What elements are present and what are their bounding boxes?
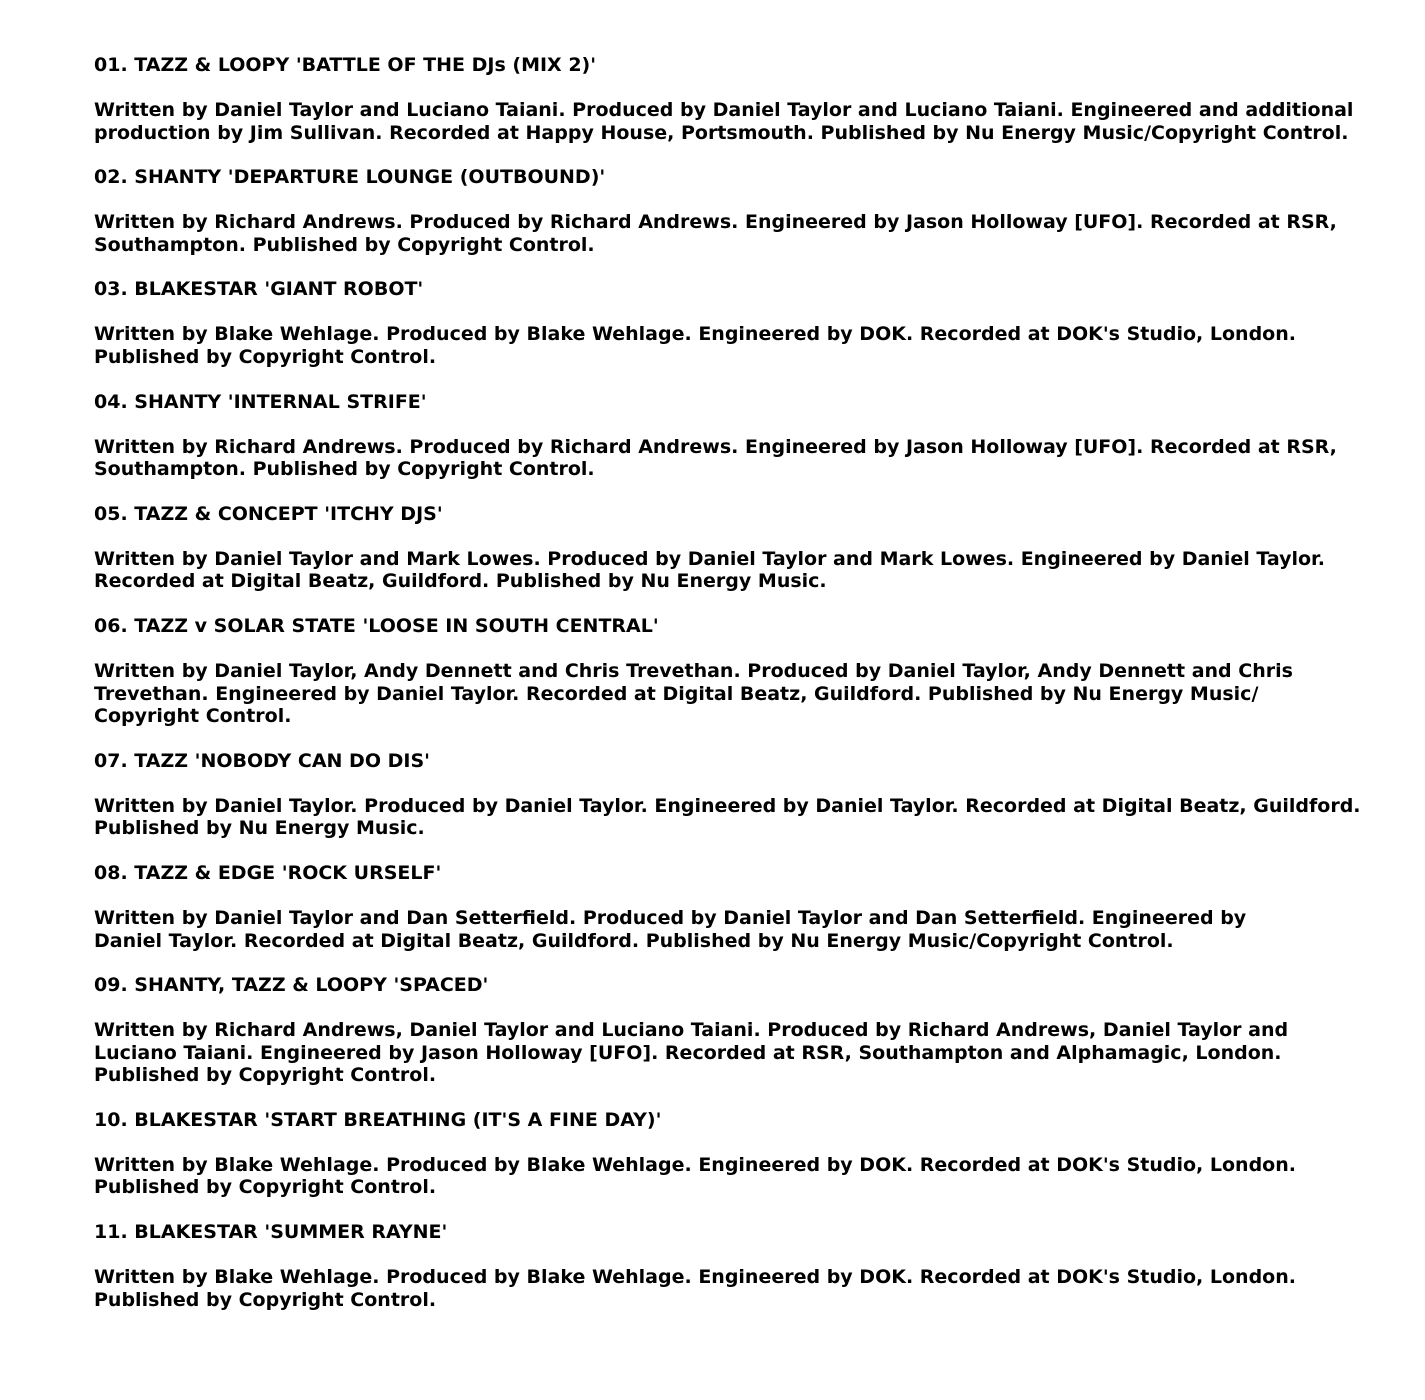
credit-line: Written by Daniel Taylor and Mark Lowes. Produced by Daniel Taylor and Mark Lowes. Engineered by Daniel Taylor. xyxy=(94,547,1325,570)
track-credit xyxy=(94,1154,1384,1199)
credit-line: Southampton. Published by Copyright Control. xyxy=(94,233,595,256)
track-title: 01. TAZZ & LOOPY 'BATTLE OF THE DJs (MIX 2)' xyxy=(94,54,597,76)
credit-line: Written by Richard Andrews. Produced by Richard Andrews. Engineered by Jason Holloway [UFO]. Recorded at RSR, xyxy=(94,435,1337,458)
track-title: 06. TAZZ v SOLAR STATE 'LOOSE IN SOUTH CENTRAL' xyxy=(94,614,659,637)
credit-line: Published by Copyright Control. xyxy=(94,345,437,368)
credit-line: Written by Blake Wehlage. Produced by Blake Wehlage. Engineered by DOK. Recorded at DOK's Studio, London. xyxy=(94,323,1296,346)
track-credit xyxy=(94,323,1384,368)
credit-line: Written by Daniel Taylor. Produced by Daniel Taylor. Engineered by Daniel Taylor. Recorded at Digital Beatz, Guildford. xyxy=(94,794,1361,817)
credit-line: Recorded at Digital Beatz, Guildford. Published by Nu Energy Music. xyxy=(94,570,827,593)
track-entry xyxy=(94,862,1384,952)
credit-line: Written by Daniel Taylor and Dan Setterfield. Produced by Daniel Taylor and Dan Setterfield. Engineered by xyxy=(94,906,1247,929)
track-credit xyxy=(94,211,1384,256)
track-title: 07. TAZZ 'NOBODY CAN DO DIS' xyxy=(94,749,430,772)
track-title: 09. SHANTY, TAZZ & LOOPY 'SPACED' xyxy=(94,974,489,997)
track-title: 04. SHANTY 'INTERNAL STRIFE' xyxy=(94,390,427,413)
track-credit xyxy=(94,1266,1384,1311)
credit-line: Written by Daniel Taylor, Andy Dennett and Chris Trevethan. Produced by Daniel Taylor, Andy Dennett and Chris xyxy=(94,659,1293,682)
track-credit xyxy=(94,548,1384,593)
track-credits-list xyxy=(94,54,1384,1333)
track-entry xyxy=(94,54,1384,144)
credit-line: Written by Richard Andrews. Produced by Richard Andrews. Engineered by Jason Holloway [UFO]. Recorded at RSR, xyxy=(94,211,1337,234)
track-title: 05. TAZZ & CONCEPT 'ITCHY DJS' xyxy=(94,502,443,525)
track-entry xyxy=(94,391,1384,481)
credit-line: Published by Copyright Control. xyxy=(94,1064,437,1087)
track-entry xyxy=(94,166,1384,256)
track-entry xyxy=(94,974,1384,1087)
credit-line: Written by Daniel Taylor and Luciano Taiani. Produced by Daniel Taylor and Luciano Taiani. Engineered and additional xyxy=(94,99,1354,121)
credit-line: Trevethan. Engineered by Daniel Taylor. Recorded at Digital Beatz, Guildford. Published by Nu Energy Music/ xyxy=(94,682,1259,705)
credit-line: Written by Blake Wehlage. Produced by Blake Wehlage. Engineered by DOK. Recorded at DOK's Studio, London. xyxy=(94,1266,1296,1289)
track-credit xyxy=(94,795,1384,840)
credit-line: Published by Nu Energy Music. xyxy=(94,817,425,840)
track-credit xyxy=(94,436,1384,481)
track-credit xyxy=(94,660,1384,728)
track-credit xyxy=(94,99,1384,144)
credit-line: Written by Richard Andrews, Daniel Taylor and Luciano Taiani. Produced by Richard Andrews, Daniel Taylor and xyxy=(94,1019,1289,1042)
track-entry xyxy=(94,278,1384,368)
credit-line: Daniel Taylor. Recorded at Digital Beatz, Guildford. Published by Nu Energy Music/Copyright Control. xyxy=(94,929,1174,952)
track-entry xyxy=(94,1109,1384,1199)
track-title: 11. BLAKESTAR 'SUMMER RAYNE' xyxy=(94,1221,448,1244)
track-title: 02. SHANTY 'DEPARTURE LOUNGE (OUTBOUND)' xyxy=(94,166,606,189)
track-entry xyxy=(94,503,1384,593)
track-title: 10. BLAKESTAR 'START BREATHING (IT'S A FINE DAY)' xyxy=(94,1108,662,1131)
credit-line: Written by Blake Wehlage. Produced by Blake Wehlage. Engineered by DOK. Recorded at DOK's Studio, London. xyxy=(94,1153,1296,1176)
credit-line: Southampton. Published by Copyright Control. xyxy=(94,458,595,481)
track-title: 03. BLAKESTAR 'GIANT ROBOT' xyxy=(94,278,424,301)
track-credit xyxy=(94,907,1384,952)
track-credit xyxy=(94,1019,1384,1087)
track-entry xyxy=(94,750,1384,840)
credit-line: Luciano Taiani. Engineered by Jason Holloway [UFO]. Recorded at RSR, Southampton and Alphamagic, London. xyxy=(94,1041,1282,1064)
credit-line: Published by Copyright Control. xyxy=(94,1288,437,1311)
track-title: 08. TAZZ & EDGE 'ROCK URSELF' xyxy=(94,861,442,884)
credit-line: production by Jim Sullivan. Recorded at Happy House, Portsmouth. Published by Nu Energy Music/Copyright Control. xyxy=(94,121,1349,144)
credit-line: Published by Copyright Control. xyxy=(94,1176,437,1199)
credit-line: Copyright Control. xyxy=(94,705,292,728)
track-entry xyxy=(94,615,1384,728)
track-entry xyxy=(94,1221,1384,1311)
